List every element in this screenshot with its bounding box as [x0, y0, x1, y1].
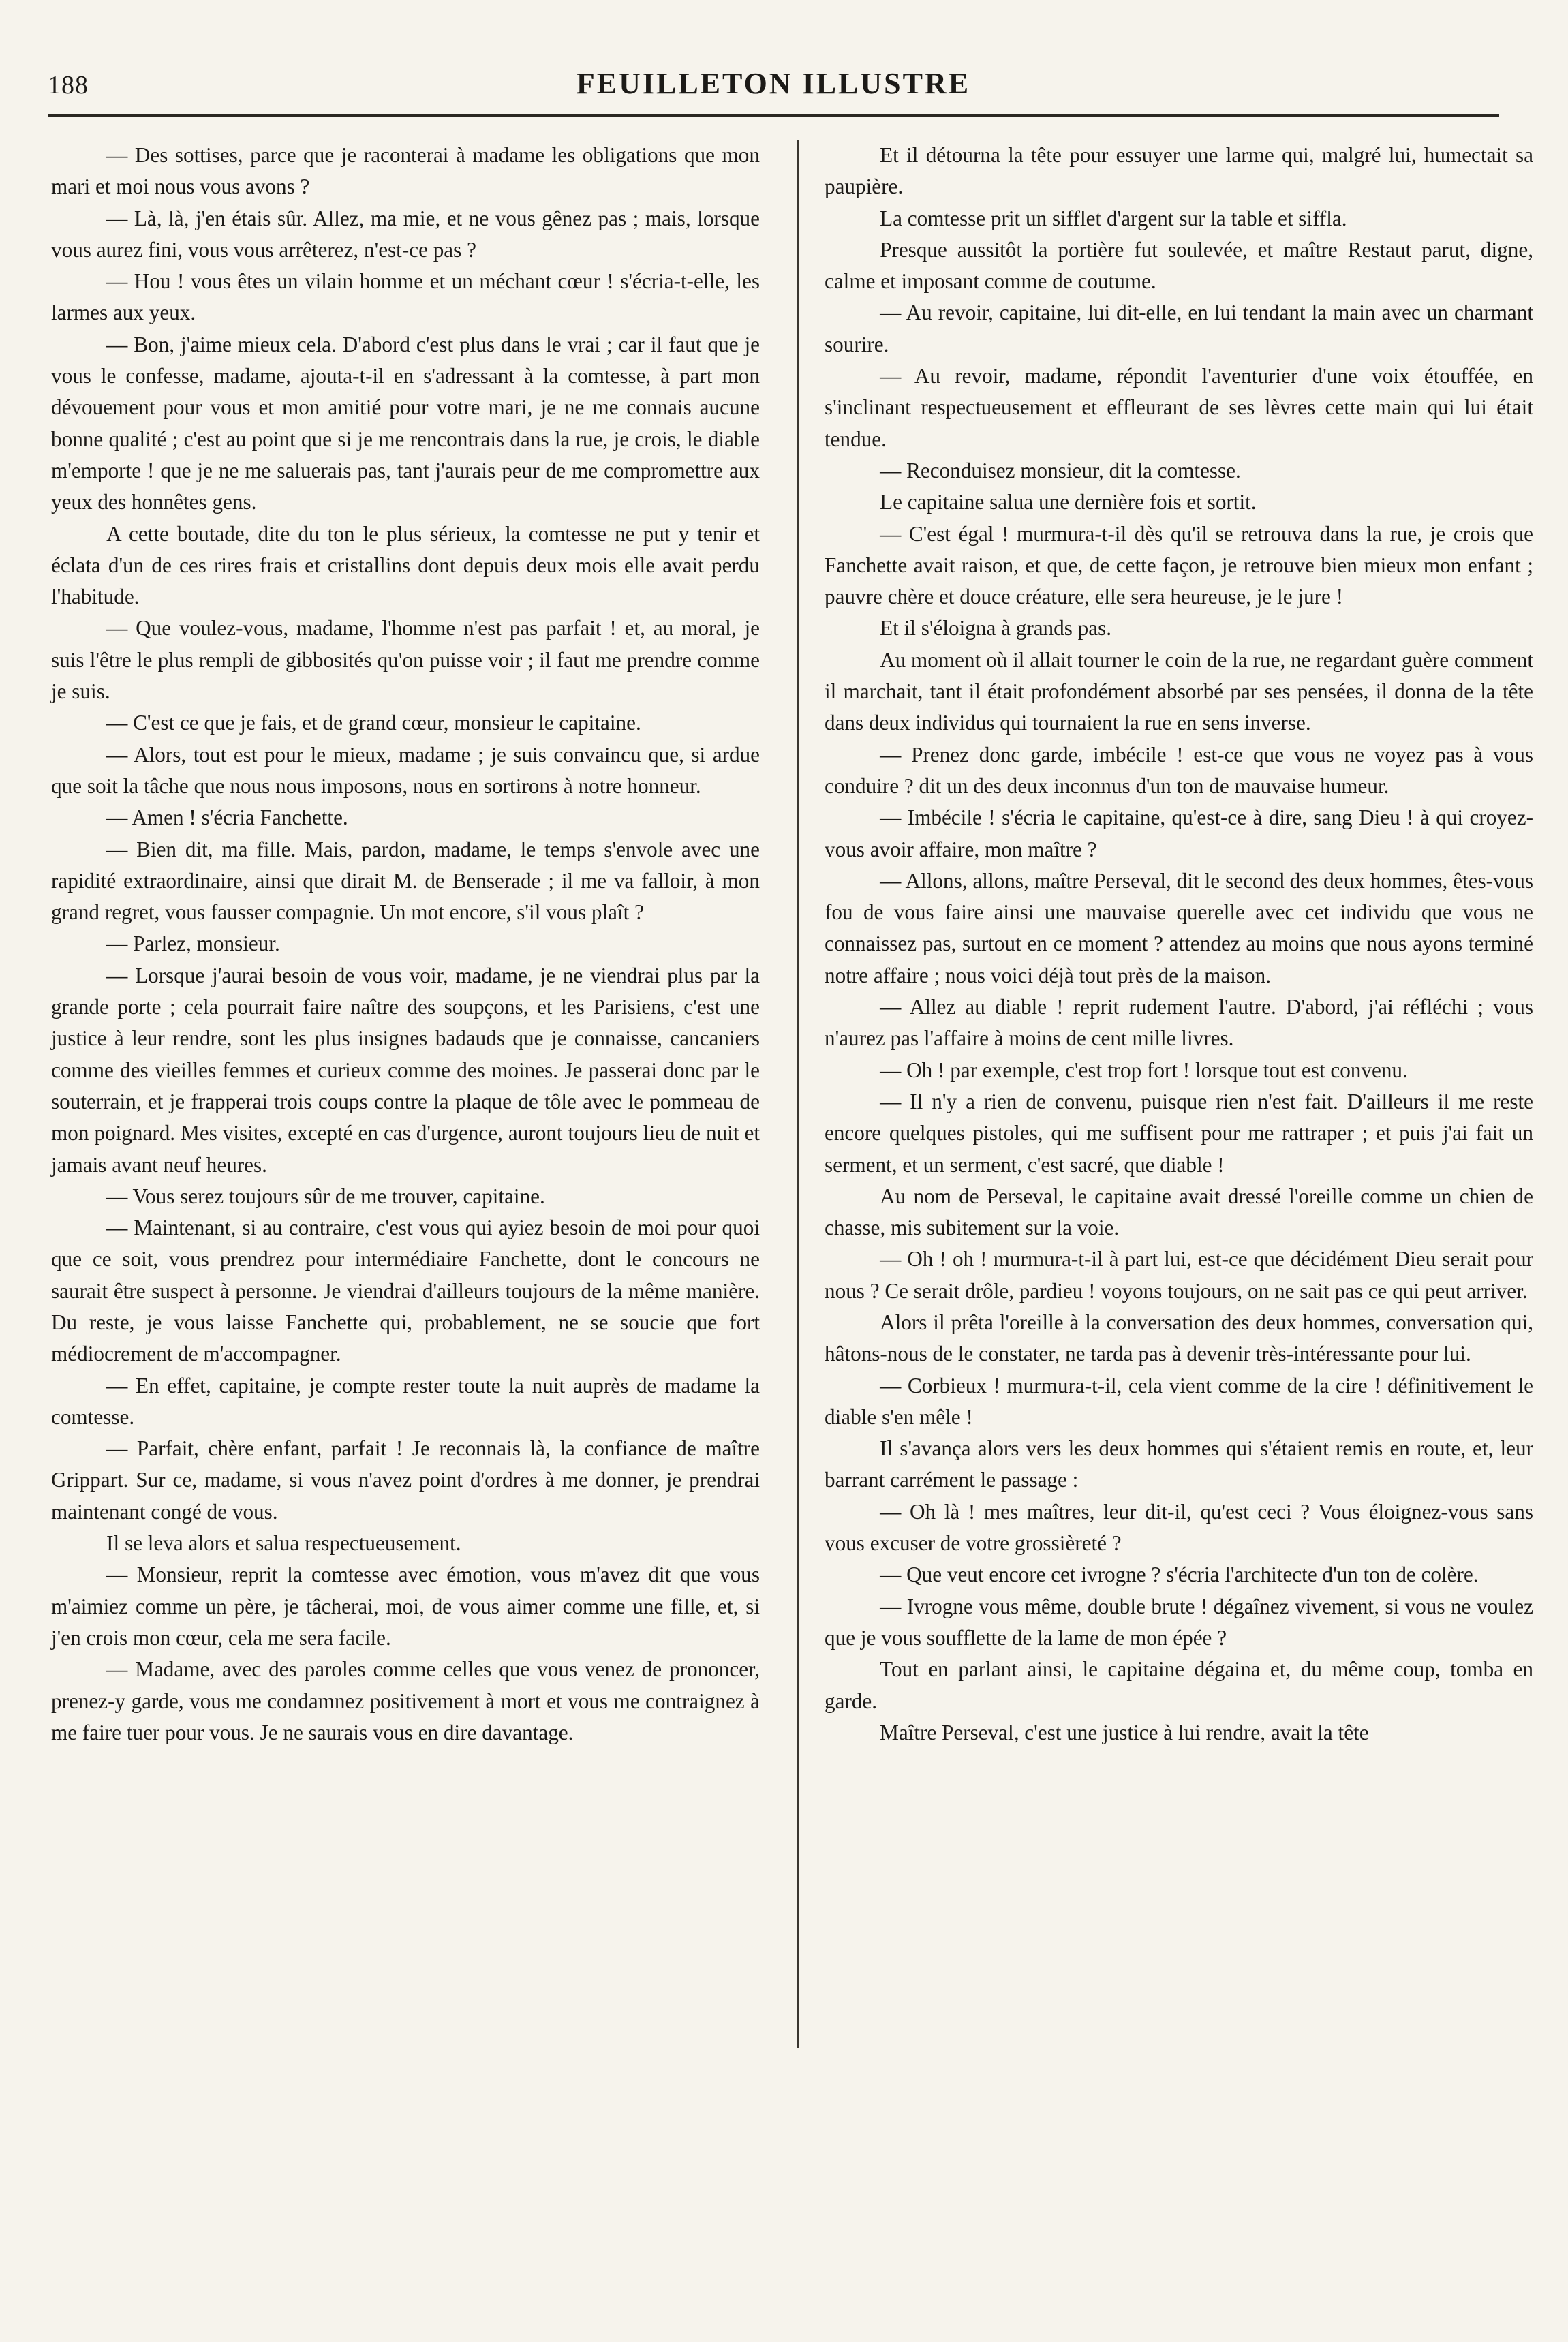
page-number: 188 — [48, 71, 89, 99]
paragraph: — Il n'y a rien de convenu, puisque rien n'est fait. D'ailleurs il me reste encore quelques pistoles, qui me suffisent pour me rattraper ; et puis j'ai fait un serment, et un serment, c'est sacré, que diable ! — [825, 1089, 1533, 1177]
paragraph: — Hou ! vous êtes un vilain homme et un méchant cœur ! s'écria-t-elle, les larmes aux yeux. — [51, 269, 760, 325]
paragraph: — Maintenant, si au contraire, c'est vous qui ayiez besoin de moi pour quoi que ce soit, vous prendrez pour intermédiaire Fanchette, dont le concours ne saurait être suspect à personne. Je viendrai d'ailleurs toujours de la même manière. Du reste, je vous laisse Fanchette qui, probablement, ne se soucie que fort médiocrement de m'accompagner. — [51, 1216, 760, 1366]
paragraph: — Amen ! s'écria Fanchette. — [106, 805, 348, 830]
paragraph: — Bon, j'aime mieux cela. D'abord c'est plus dans le vrai ; car il faut que je vous le confesse, madame, ajouta-t-il en s'adressant à la comtesse, à part mon dévouement pour vous et mon amitié pour votre mari, je ne me connais aucune bonne qualité ; c'est au point que si je me rencontrais dans la rue, je crois, le diable m'emporte ! que je ne me saluerais pas, tant j'aurais peur de me compromettre aux yeux des honnêtes gens. — [51, 332, 760, 514]
paragraph: — Parlez, monsieur. — [106, 931, 280, 956]
paragraph: Il s'avança alors vers les deux hommes qui s'étaient remis en route, et, leur barrant carrément le passage : — [825, 1436, 1533, 1492]
paragraph: — Au revoir, madame, répondit l'aventurier d'une voix étouffée, en s'inclinant respectueusement et effleurant de ses lèvres cette main qui lui était tendue. — [825, 364, 1533, 451]
paragraph: — Reconduisez monsieur, dit la comtesse. — [880, 458, 1241, 482]
paragraph: — Oh ! par exemple, c'est trop fort ! lorsque tout est convenu. — [880, 1058, 1408, 1082]
paragraph: — Prenez donc garde, imbécile ! est-ce que vous ne voyez pas à vous conduire ? dit un des deux inconnus d'un ton de mauvaise humeur. — [825, 742, 1533, 798]
paragraph: — C'est ce que je fais, et de grand cœur, monsieur le capitaine. — [106, 711, 641, 735]
paragraph: Presque aussitôt la portière fut soulevée, et maître Restaut parut, digne, calme et imposant comme de coutume. — [825, 237, 1533, 294]
paragraph: — Monsieur, reprit la comtesse avec émotion, vous m'avez dit que vous m'aimiez comme un père, je tâcherai, moi, de vous aimer comme une fille, et, si j'en crois mon cœur, cela me sera facile. — [51, 1562, 760, 1650]
column-divider — [797, 140, 799, 2048]
paragraph: — Que veut encore cet ivrogne ? s'écria l'architecte d'un ton de colère. — [880, 1562, 1479, 1587]
text-column-right — [825, 140, 1533, 1748]
paragraph: Maître Perseval, c'est une justice à lui rendre, avait la tête — [880, 1720, 1369, 1744]
paragraph: A cette boutade, dite du ton le plus sérieux, la comtesse ne put y tenir et éclata d'un de ces rires frais et cristallins dont depuis deux mois elle avait perdu l'habitude. — [51, 521, 760, 609]
paragraph: — Que voulez-vous, madame, l'homme n'est pas parfait ! et, au moral, je suis l'être le plus rempli de gibbosités qu'on puisse voir ; il faut me prendre comme je suis. — [51, 616, 760, 704]
paragraph: Alors il prêta l'oreille à la conversation des deux hommes, conversation qui, hâtons-nous de le constater, ne tarda pas à devenir très-intéressante pour lui. — [825, 1310, 1533, 1366]
paragraph: — C'est égal ! murmura-t-il dès qu'il se retrouva dans la rue, je crois que Fanchette avait raison, et que, de cette façon, je retrouve bien mieux mon enfant ; pauvre chère et douce créature, elle sera heureuse, je le jure ! — [825, 521, 1533, 609]
paragraph: Tout en parlant ainsi, le capitaine dégaina et, du même coup, tomba en garde. — [825, 1657, 1533, 1713]
paragraph: — Bien dit, ma fille. Mais, pardon, madame, le temps s'envole avec une rapidité extraordinaire, ainsi que dirait M. de Benserade ; il me va falloir, à mon grand regret, vous fausser compagnie. Un mot encore, s'il vous plaît ? — [51, 837, 760, 925]
paragraph: — Lorsque j'aurai besoin de vous voir, madame, je ne viendrai plus par la grande porte ; cela pourrait faire naître des soupçons, et les Parisiens, c'est une justice à leur rendre, sont les plus insignes badauds que je connaisse, cancaniers comme des vieilles femmes et curieux comme des moines. Je passerai donc par le souterrain, et je frapperai trois coups contre la plaque de tôle avec le pommeau de mon poignard. Mes visites, excepté en cas d'urgence, auront toujours lieu de nuit et jamais avant neuf heures. — [51, 963, 760, 1177]
paragraph: — Corbieux ! murmura-t-il, cela vient comme de la cire ! définitivement le diable s'en mêle ! — [825, 1373, 1533, 1429]
paragraph: — Ivrogne vous même, double brute ! dégaînez vivement, si vous ne voulez que je vous soufflette de la lame de mon épée ? — [825, 1594, 1533, 1650]
paragraph: — En effet, capitaine, je compte rester toute la nuit auprès de madame la comtesse. — [51, 1373, 760, 1429]
paragraph: Au moment où il allait tourner le coin de la rue, ne regardant guère comment il marchait, tant il était profondément absorbé par ses pensées, il donna de la tête dans deux individus qui tournaient la rue en sens inverse. — [825, 647, 1533, 735]
paragraph: — Des sottises, parce que je raconterai à madame les obligations que mon mari et moi nous vous avons ? — [51, 143, 760, 199]
paragraph: — Au revoir, capitaine, lui dit-elle, en lui tendant la main avec un charmant sourire. — [825, 301, 1533, 356]
paragraph: — Là, là, j'en étais sûr. Allez, ma mie, et ne vous gênez pas ; mais, lorsque vous aurez fini, vous vous arrêterez, n'est-ce pas ? — [51, 206, 760, 262]
page-header — [48, 65, 1499, 112]
header-rule — [48, 114, 1499, 117]
paragraph: — Vous serez toujours sûr de me trouver, capitaine. — [106, 1184, 545, 1208]
paragraph: — Alors, tout est pour le mieux, madame ; je suis convaincu que, si ardue que soit la tâche que nous nous imposons, nous en sortirons à notre honneur. — [51, 742, 760, 798]
paragraph: — Allons, allons, maître Perseval, dit le second des deux hommes, êtes-vous fou de vous faire ainsi une mauvaise querelle avec cet individu que vous ne connaissez pas, surtout en ce moment ? attendez au moins que nous ayons terminé notre affaire ; nous voici déjà tout près de la maison. — [825, 868, 1533, 987]
paragraph: — Oh ! oh ! murmura-t-il à part lui, est-ce que décidément Dieu serait pour nous ? Ce serait drôle, pardieu ! voyons toujours, on ne sait pas ce qui peut arriver. — [825, 1247, 1533, 1303]
paragraph: — Oh là ! mes maîtres, leur dit-il, qu'est ceci ? Vous éloignez-vous sans vous excuser de votre grossièreté ? — [825, 1499, 1533, 1556]
paragraph: La comtesse prit un sifflet d'argent sur la table et siffla. — [880, 206, 1347, 230]
paragraph: Et il détourna la tête pour essuyer une larme qui, malgré lui, humectait sa paupière. — [825, 143, 1533, 199]
text-column-left — [51, 140, 760, 1748]
paragraph: Au nom de Perseval, le capitaine avait dressé l'oreille comme un chien de chasse, mis subitement sur la voie. — [825, 1184, 1533, 1240]
paragraph: — Allez au diable ! reprit rudement l'autre. D'abord, j'ai réfléchi ; vous n'aurez pas l'affaire à moins de cent mille livres. — [825, 995, 1533, 1051]
paragraph: — Imbécile ! s'écria le capitaine, qu'est-ce à dire, sang Dieu ! à qui croyez-vous avoir affaire, mon maître ? — [825, 805, 1533, 861]
paragraph: — Parfait, chère enfant, parfait ! Je reconnais là, la confiance de maître Grippart. Sur ce, madame, si vous n'avez point d'ordres à me donner, je prendrai maintenant congé de vous. — [51, 1436, 760, 1524]
paragraph: Il se leva alors et salua respectueusement. — [106, 1531, 461, 1556]
paragraph: Et il s'éloigna à grands pas. — [880, 616, 1112, 641]
running-title: FEUILLETON ILLUSTRE — [576, 67, 971, 100]
paragraph: Le capitaine salua une dernière fois et sortit. — [880, 490, 1257, 514]
paragraph: — Madame, avec des paroles comme celles que vous venez de prononcer, prenez-y garde, vous me condamnez positivement à mort et vous me contraignez à me faire tuer pour vous. Je ne saurais vous en dire davantage. — [51, 1657, 760, 1744]
